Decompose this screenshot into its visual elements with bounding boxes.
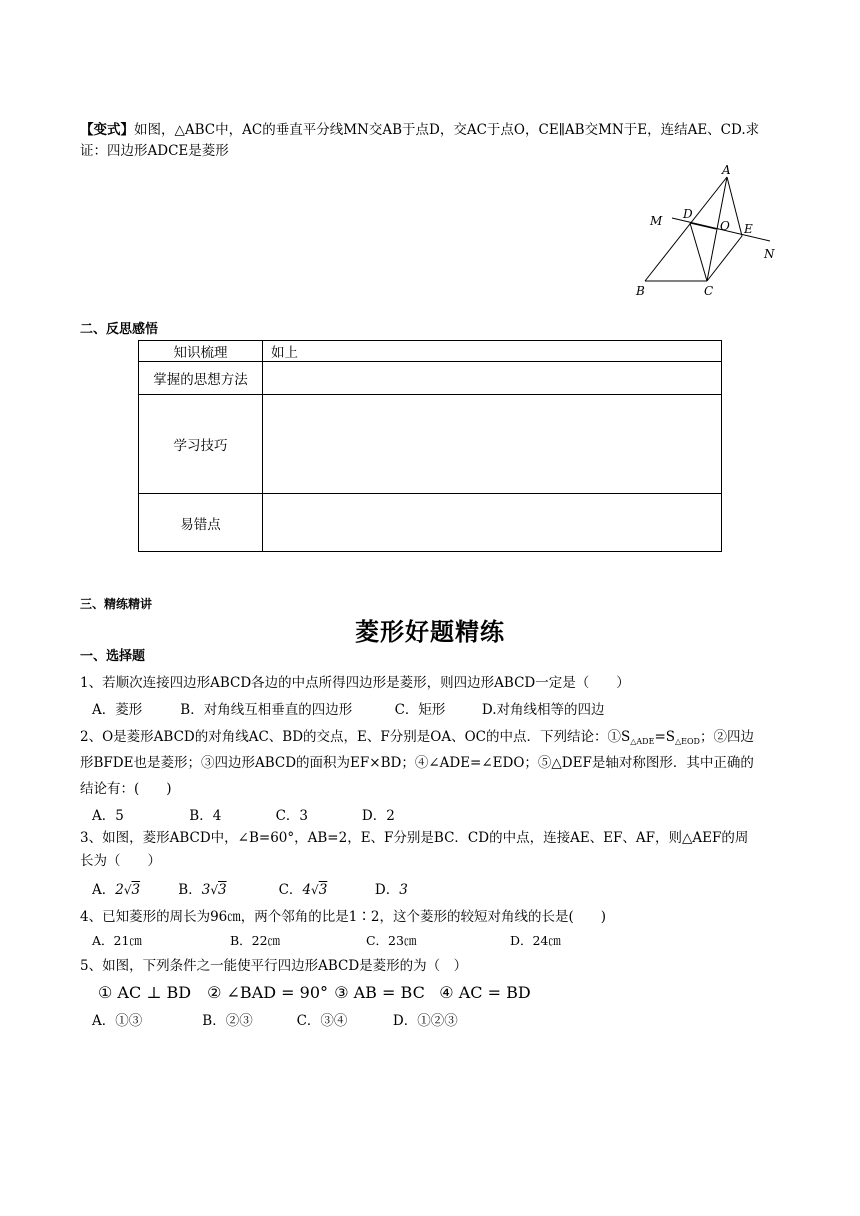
q2-option-c: C．3 bbox=[275, 808, 309, 824]
row-skill-value bbox=[263, 395, 722, 494]
q1-option-a: A．菱形 bbox=[92, 702, 143, 718]
q5-option-c: C．③④ bbox=[296, 1013, 348, 1029]
q4-option-b: B．22㎝ bbox=[229, 933, 281, 948]
section2-heading: 二、反思感悟 bbox=[80, 322, 159, 337]
q5-conditions bbox=[98, 983, 531, 1003]
q4-options bbox=[92, 931, 561, 951]
q5-condition-4: ④ AC = BD bbox=[439, 983, 531, 1002]
q2-option-d: D．2 bbox=[361, 808, 395, 824]
q5-condition-3: ③ AB = BC bbox=[334, 983, 425, 1002]
q2-options bbox=[92, 806, 395, 826]
q5-options bbox=[92, 1011, 458, 1031]
q1-option-d: D.对角线相等的四边 bbox=[481, 702, 605, 718]
q5-option-a: A．①③ bbox=[92, 1013, 143, 1029]
q4-option-d: D．24㎝ bbox=[509, 933, 561, 948]
q5-option-b: B．②③ bbox=[202, 1013, 253, 1029]
q2-line-2: 形BFDE也是菱形；③四边形ABCD的面积为EF×BD；④∠ADE=∠EDO；⑤△DEF是轴对称图形．其中正确的 bbox=[80, 755, 754, 771]
q3-options bbox=[92, 880, 408, 900]
label-B: B bbox=[636, 284, 645, 298]
q5-stem: 5、如图，下列条件之一能使平行四边形ABCD是菱形的为（ ） bbox=[80, 958, 468, 974]
q2-text-1a: 2、O是菱形ABCD的对角线AC、BD的交点，E、F分别是OA、OC的中点．下列结论：①S bbox=[80, 729, 631, 745]
q3-line-1: 3、如图，菱形ABCD中，∠B=60°，AB=2，E、F分别是BC．CD的中点，连接AE、EF、AF，则△AEF的周 bbox=[80, 830, 749, 846]
q1-stem: 1、若顺次连接四边形ABCD各边的中点所得四边形是菱形，则四边形ABCD一定是（ ） bbox=[80, 675, 630, 691]
q5-condition-2: ② ∠BAD = 90° bbox=[207, 983, 329, 1002]
row-mistake-key: 易错点 bbox=[139, 494, 263, 552]
q2-option-a: A．5 bbox=[92, 808, 124, 824]
q3-option-d: D．3 bbox=[374, 882, 408, 898]
q3-option-a: A．2√3 bbox=[92, 882, 141, 898]
q1-option-c: C．矩形 bbox=[394, 702, 446, 718]
seg-CD bbox=[690, 223, 707, 281]
q2-sub-1: △ADE bbox=[630, 737, 655, 746]
variant-text-2: 证：四边形ADCE是菱形 bbox=[80, 143, 229, 159]
label-O: O bbox=[720, 219, 730, 233]
section3-heading: 三、精练精讲 bbox=[80, 597, 153, 611]
q3-line-2: 长为（ ） bbox=[80, 853, 161, 869]
row-knowledge-key: 知识梳理 bbox=[139, 341, 263, 362]
q2-eq: =S bbox=[654, 729, 675, 745]
q5-condition-1: ① AC ⊥ BD bbox=[98, 983, 192, 1002]
row-method-value bbox=[263, 362, 722, 395]
variant-text-1: 如图，△ABC中，AC的垂直平分线MN交AB于点D，交AC于点O，CE∥AB交MN于E，连结AE、CD.求 bbox=[134, 122, 760, 138]
q2-option-b: B．4 bbox=[189, 808, 222, 824]
q4-option-a: A．21㎝ bbox=[92, 933, 142, 948]
q2-text-1b: ；②四边 bbox=[699, 729, 754, 745]
seg-CE bbox=[707, 236, 742, 281]
row-knowledge-value: 如上 bbox=[263, 341, 722, 362]
q5-option-d: D．①②③ bbox=[392, 1013, 458, 1029]
label-D: D bbox=[683, 207, 693, 221]
part1-heading: 一、选择题 bbox=[80, 649, 146, 664]
row-skill-key: 学习技巧 bbox=[139, 395, 263, 494]
q2-sub-2: △EOD bbox=[675, 737, 700, 746]
label-M: M bbox=[650, 214, 663, 228]
seg-DO bbox=[690, 223, 716, 229]
rhombus-figure bbox=[630, 160, 790, 300]
q1-option-b: B．对角线互相垂直的四边形 bbox=[180, 702, 353, 718]
label-N: N bbox=[764, 247, 775, 261]
q1-options bbox=[92, 700, 605, 720]
variant-tag: 【变式】 bbox=[80, 122, 134, 138]
q2-line-3: 结论有：( ) bbox=[80, 781, 172, 797]
variant-line-2 bbox=[80, 141, 229, 161]
variant-line-1 bbox=[80, 120, 759, 140]
row-mistake-value bbox=[263, 494, 722, 552]
label-E: E bbox=[744, 222, 753, 236]
label-C: C bbox=[704, 284, 714, 298]
reflection-table bbox=[138, 340, 722, 552]
row-method-key: 掌握的思想方法 bbox=[139, 362, 263, 395]
q3-option-c: C．4√3 bbox=[278, 882, 328, 898]
page-title: 菱形好题精练 bbox=[355, 618, 505, 646]
label-A: A bbox=[722, 163, 731, 177]
q3-option-b: B．3√3 bbox=[178, 882, 227, 898]
q4-option-c: C．23㎝ bbox=[365, 933, 417, 948]
q2-line-1 bbox=[80, 727, 754, 752]
q4-stem: 4、已知菱形的周长为96㎝，两个邻角的比是1∶2，这个菱形的较短对角线的长是( ) bbox=[80, 909, 606, 925]
